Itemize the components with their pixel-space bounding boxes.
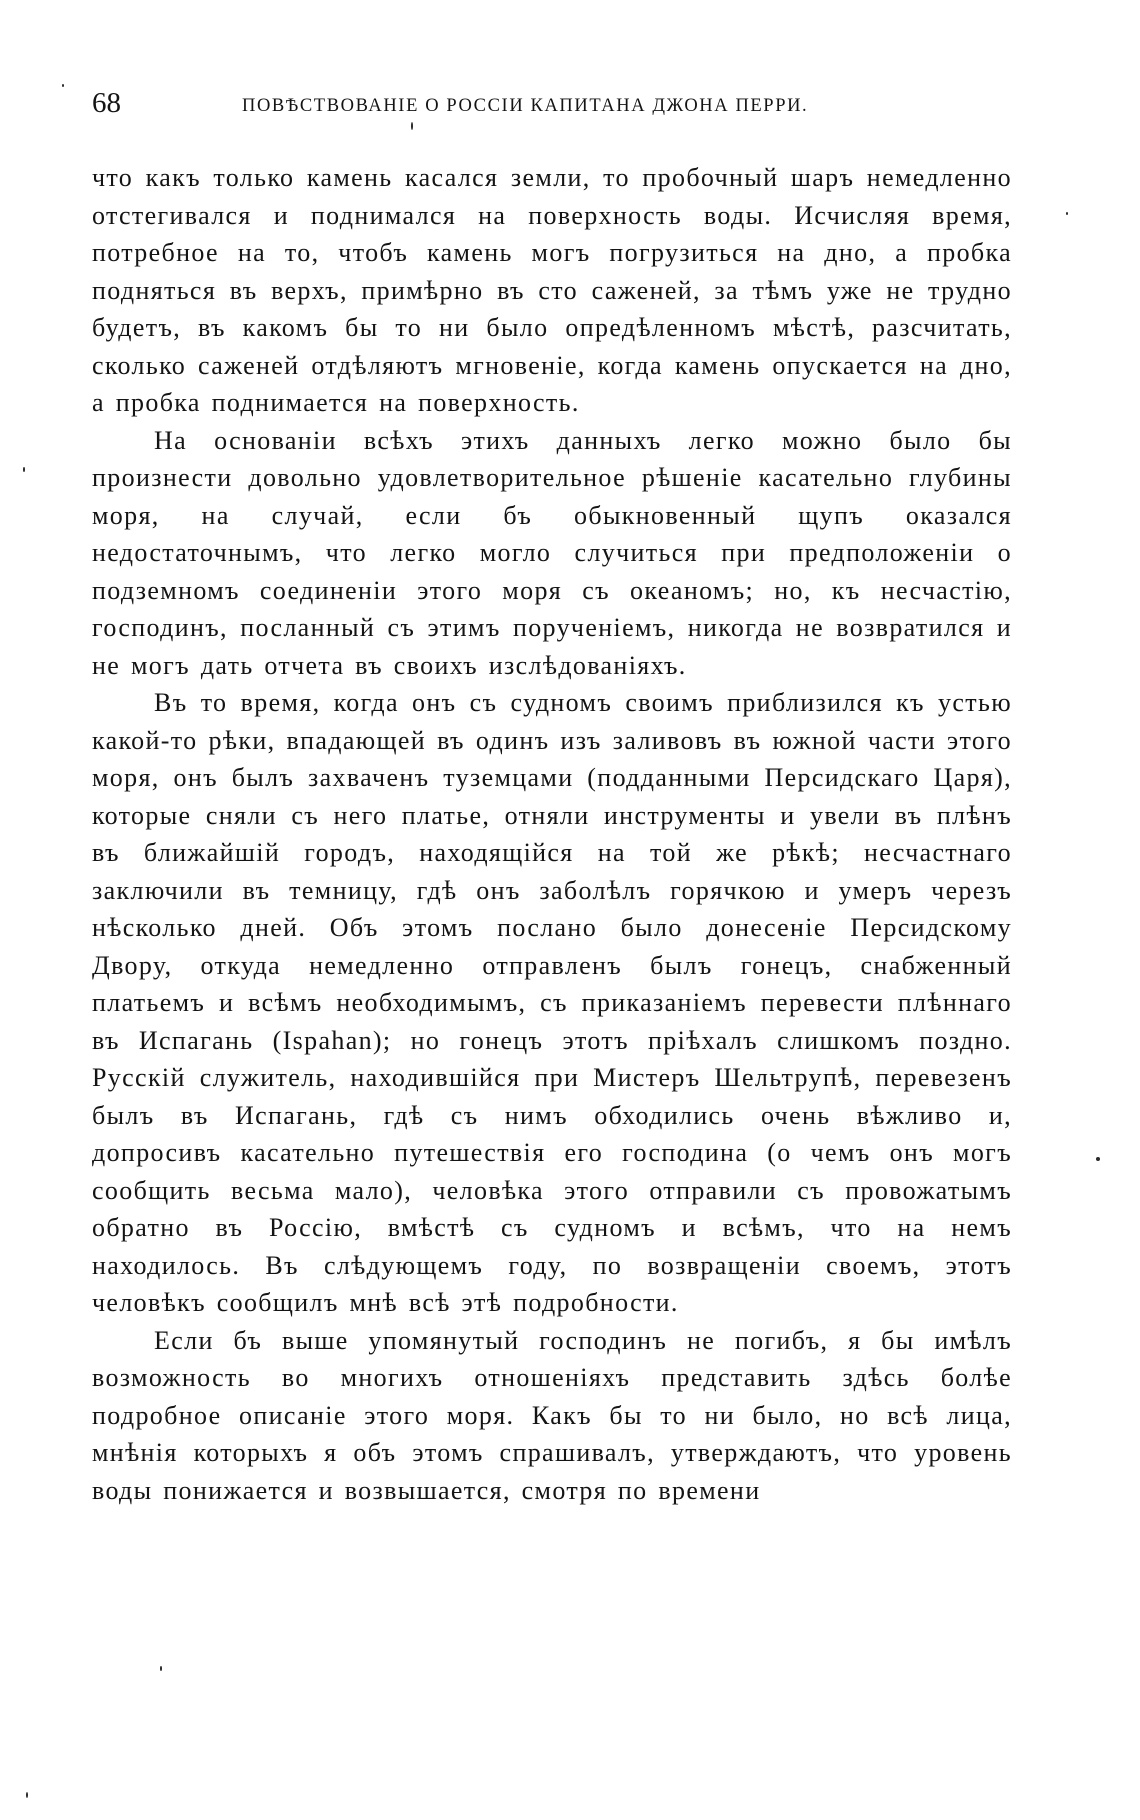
paragraph: Въ то время, когда онъ съ судномъ своимъ приблизился къ устью какой-то рѣки, впадающей въ одинъ изъ заливовъ въ южной части этого моря, онъ былъ захваченъ туземцами (подданными Персидскаго Царя), которые сняли съ него платье, отняли инструменты и увели въ плѣнъ въ ближайшiй городъ, находящiйся на той же рѣкѣ; несчастнаго заключили въ темницу, гдѣ онъ заболѣлъ горячкою и умеръ черезъ нѣсколько дней. Объ этомъ послано было донесенiе Персидскому Двору, откуда немедленно отправленъ былъ гонецъ, снабженный платьемъ и всѣмъ необходимымъ, съ приказанiемъ перевести плѣннаго въ Испагань (Ispahan); но гонецъ этотъ прiѣхалъ слишкомъ поздно. Русскiй служитель, находившiйся при Мистеръ Шельтрупѣ, перевезенъ былъ въ Испагань, гдѣ съ нимъ обходились очень вѣжливо и, допросивъ касательно путешествiя его господина (о чемъ онъ могъ сообщить весьма мало), человѣка этого отправили съ провожатымъ обратно въ Россiю, вмѣстѣ съ судномъ и всѣмъ, что на немъ находилось. Въ слѣдующемъ году, по возвращенiи своемъ, этотъ человѣкъ сообщилъ мнѣ всѣ этѣ подробности. xyxy=(92,688,1012,1317)
scan-speck xyxy=(411,122,413,130)
scan-speck xyxy=(1066,212,1068,215)
page-number: 68 xyxy=(92,87,121,119)
paragraph-continued: что какъ только камень касался земли, то пробочный шаръ немедленно отстегивался и поднимался на поверхность воды. Исчисляя время, потребное на то, чтобъ камень могъ погрузиться на дно, а пробка подняться въ верхъ, примѣрно въ сто саженей, за тѣмъ уже не трудно будетъ, въ какомъ бы то ни было опредѣленномъ мѣстѣ, разсчитать, сколько саженей отдѣляютъ мгновенiе, когда камень опускается на дно, а пробка поднимается на поверхность. xyxy=(92,163,1012,417)
scan-speck xyxy=(26,1792,28,1798)
page-header xyxy=(92,86,1012,126)
body-text xyxy=(92,159,1012,1509)
paragraph: Если бъ выше упомянутый господинъ не погибъ, я бы имѣлъ возможность во многихъ отношенiяхъ представить здѣсь болѣе подробное описанiе этого моря. Какъ бы то ни было, но всѣ лица, мнѣнiя которыхъ я объ этомъ спрашивалъ, утверждаютъ, что уровень воды понижается и возвышается, смотря по времени xyxy=(92,1325,1012,1505)
scan-speck xyxy=(160,1666,162,1671)
scan-speck xyxy=(62,84,64,87)
scan-speck xyxy=(1096,1157,1100,1161)
running-title: ПОВѢСТВОВАНIЕ О РОССIИ КАПИТАНА ДЖОНА ПЕРРИ. xyxy=(242,96,809,116)
paragraph: На основанiи всѣхъ этихъ данныхъ легко можно было бы произнести довольно удовлетворительное рѣшенiе касательно глубины моря, на случай, если бъ обыкновенный щупъ оказался недостаточнымъ, что легко могло случиться при предположенiи о подземномъ соединенiи этого моря съ океаномъ; но, къ несчастiю, господинъ, посланный съ этимъ порученiемъ, никогда не возвратился и не могъ дать отчета въ своихъ изслѣдованiяхъ. xyxy=(92,425,1012,680)
scan-speck xyxy=(23,467,25,472)
